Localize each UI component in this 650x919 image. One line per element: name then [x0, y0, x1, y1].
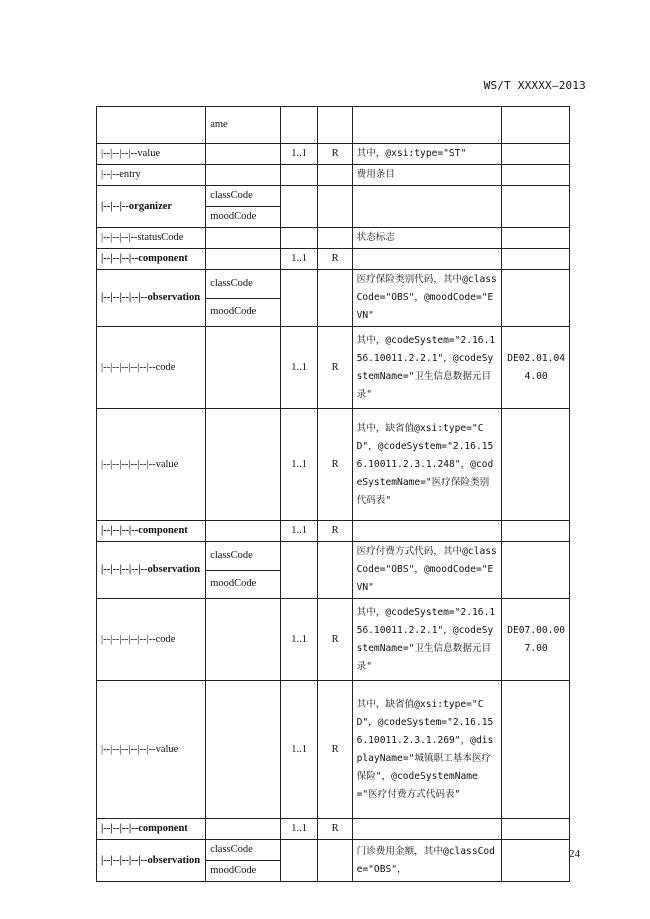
attribute-cell: classCode [206, 840, 280, 861]
data-element-cell [502, 144, 570, 165]
description-cell: 其中，@xsi:type="ST" [352, 144, 502, 165]
attribute-cell: ame [206, 107, 280, 144]
element-cell: |--|--entry [97, 165, 206, 186]
conformance-cell [317, 840, 352, 882]
table-row [97, 819, 570, 840]
element-cell: |--|--|--|--|--observation [97, 840, 206, 882]
cardinality-cell [280, 542, 317, 599]
attribute-cell: moodCode [206, 298, 280, 327]
data-element-cell [502, 186, 570, 228]
table-row [97, 681, 570, 819]
attribute-cell: moodCode [206, 207, 280, 228]
data-element-cell [502, 249, 570, 270]
description-cell [352, 521, 502, 542]
element-cell: |--|--|--|--value [97, 144, 206, 165]
description-cell: 其中，@codeSystem="2.16.156.10011.2.2.1"，@codeSystemName="卫生信息数据元目录" [352, 327, 502, 409]
cardinality-cell: 1..1 [280, 681, 317, 819]
conformance-cell [317, 107, 352, 144]
cardinality-cell [280, 228, 317, 249]
cardinality-cell: 1..1 [280, 819, 317, 840]
data-element-cell [502, 270, 570, 327]
element-cell: |--|--|--|--component [97, 819, 206, 840]
data-element-cell [502, 819, 570, 840]
data-element-cell [502, 521, 570, 542]
data-element-cell: DE07.00.007.00 [502, 599, 570, 681]
cardinality-cell [280, 186, 317, 228]
attribute-cell [206, 144, 280, 165]
table-row [97, 542, 570, 571]
page-number: 24 [569, 848, 580, 860]
table-row [97, 107, 570, 144]
table-row [97, 228, 570, 249]
table-row [97, 327, 570, 409]
cardinality-cell [280, 270, 317, 327]
data-element-cell [502, 681, 570, 819]
element-cell: |--|--|--|--|--|--value [97, 681, 206, 819]
element-cell: |--|--|--|--component [97, 249, 206, 270]
element-cell: |--|--|--|--|--|--code [97, 327, 206, 409]
conformance-cell: R [317, 409, 352, 521]
attribute-cell [206, 819, 280, 840]
document-code-header: WS/T XXXXX—2013 [483, 79, 586, 92]
element-cell: |--|--|--organizer [97, 186, 206, 228]
attribute-cell [206, 327, 280, 409]
data-element-cell [502, 409, 570, 521]
table-row [97, 144, 570, 165]
description-cell: 其中，缺省值@xsi:type="CD"，@codeSystem="2.16.156.10011.2.3.1.269"，@displayName="城镇职工基本医疗保险"，@codeSystemName="医疗付费方式代码表" [352, 681, 502, 819]
cardinality-cell: 1..1 [280, 599, 317, 681]
element-cell: |--|--|--|--component [97, 521, 206, 542]
data-element-cell [502, 228, 570, 249]
data-element-cell [502, 107, 570, 144]
element-cell: |--|--|--|--|--observation [97, 270, 206, 327]
element-cell: |--|--|--|--|--observation [97, 542, 206, 599]
conformance-cell: R [317, 249, 352, 270]
cardinality-cell: 1..1 [280, 409, 317, 521]
cardinality-cell [280, 165, 317, 186]
data-element-cell [502, 542, 570, 599]
description-cell: 门诊费用金额，其中@classCode="OBS"， [352, 840, 502, 882]
cardinality-cell [280, 107, 317, 144]
attribute-cell: moodCode [206, 570, 280, 599]
conformance-cell: R [317, 599, 352, 681]
conformance-cell [317, 186, 352, 228]
attribute-cell: moodCode [206, 861, 280, 882]
cardinality-cell: 1..1 [280, 521, 317, 542]
attribute-cell: classCode [206, 542, 280, 571]
attribute-cell [206, 599, 280, 681]
conformance-cell: R [317, 521, 352, 542]
table-row [97, 165, 570, 186]
spec-table [96, 106, 570, 882]
spec-table-body [97, 107, 570, 882]
element-cell: |--|--|--|--|--|--code [97, 599, 206, 681]
cardinality-cell [280, 840, 317, 882]
conformance-cell: R [317, 327, 352, 409]
attribute-cell [206, 165, 280, 186]
description-cell: 其中，@codeSystem="2.16.156.10011.2.2.1"，@codeSystemName="卫生信息数据元目录" [352, 599, 502, 681]
description-cell: 其中，缺省值@xsi:type="CD"，@codeSystem="2.16.156.10011.2.3.1.248"，@codeSystemName="医疗保险类别代码表" [352, 409, 502, 521]
conformance-cell [317, 270, 352, 327]
element-cell: |--|--|--|--statusCode [97, 228, 206, 249]
description-cell [352, 249, 502, 270]
description-cell: 医疗付费方式代码，其中@classCode="OBS"，@moodCode="EVN" [352, 542, 502, 599]
cardinality-cell: 1..1 [280, 249, 317, 270]
data-element-cell [502, 165, 570, 186]
element-cell [97, 107, 206, 144]
attribute-cell [206, 521, 280, 542]
conformance-cell: R [317, 819, 352, 840]
table-row [97, 840, 570, 861]
element-cell: |--|--|--|--|--|--value [97, 409, 206, 521]
table-row [97, 249, 570, 270]
data-element-cell [502, 840, 570, 882]
data-element-cell: DE02.01.044.00 [502, 327, 570, 409]
description-cell: 状态标志 [352, 228, 502, 249]
description-cell [352, 186, 502, 228]
attribute-cell: classCode [206, 270, 280, 299]
cardinality-cell: 1..1 [280, 144, 317, 165]
table-row [97, 186, 570, 207]
table-row [97, 599, 570, 681]
conformance-cell: R [317, 144, 352, 165]
attribute-cell [206, 228, 280, 249]
description-cell: 医疗保险类别代码，其中@classCode="OBS"，@moodCode="EVN" [352, 270, 502, 327]
cardinality-cell: 1..1 [280, 327, 317, 409]
table-row [97, 409, 570, 521]
conformance-cell [317, 542, 352, 599]
description-cell [352, 107, 502, 144]
description-cell [352, 819, 502, 840]
description-cell: 费用条目 [352, 165, 502, 186]
table-row [97, 270, 570, 299]
attribute-cell [206, 249, 280, 270]
conformance-cell [317, 228, 352, 249]
attribute-cell: classCode [206, 186, 280, 207]
attribute-cell [206, 681, 280, 819]
conformance-cell: R [317, 681, 352, 819]
attribute-cell [206, 409, 280, 521]
table-row [97, 521, 570, 542]
conformance-cell [317, 165, 352, 186]
